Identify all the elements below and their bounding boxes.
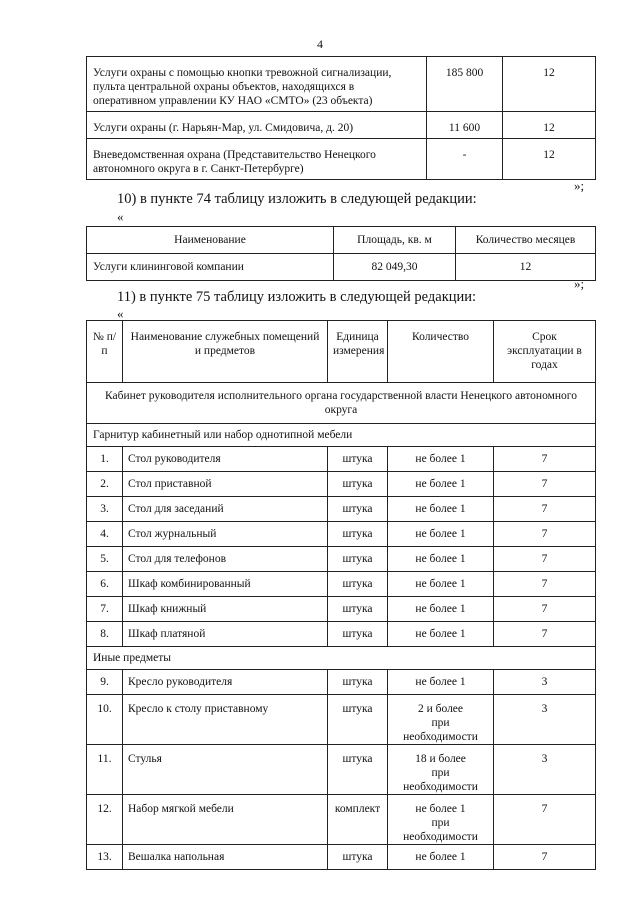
item-quantity: не более 1 — [388, 547, 494, 572]
item-term: 7 — [494, 795, 596, 845]
item-quantity: не более 1 — [388, 622, 494, 647]
table-row — [87, 670, 596, 695]
column-header-term: Срок эксплуатации в годах — [494, 321, 596, 383]
item-quantity: не более 1 — [388, 472, 494, 497]
item-name: Шкаф платяной — [123, 622, 328, 647]
column-header: Площадь, кв. м — [334, 227, 456, 254]
table-row — [87, 522, 596, 547]
item-unit: штука — [328, 845, 388, 870]
row-number: 1. — [87, 447, 123, 472]
table-row — [87, 112, 596, 139]
row-number: 9. — [87, 670, 123, 695]
table-row — [87, 745, 596, 795]
table-row — [87, 254, 596, 281]
item-quantity: не более 1 — [388, 597, 494, 622]
item-term: 7 — [494, 472, 596, 497]
item-name: Стол руководителя — [123, 447, 328, 472]
row-number: 6. — [87, 572, 123, 597]
table-row — [87, 622, 596, 647]
table-row — [87, 845, 596, 870]
item-unit: штука — [328, 622, 388, 647]
item-quantity — [388, 795, 494, 845]
table-row — [87, 795, 596, 845]
service-price: 11 600 — [427, 112, 503, 139]
item-name: Стулья — [123, 745, 328, 795]
group-title: Гарнитур кабинетный или набор однотипной мебели — [87, 424, 596, 447]
quantity-value: не более 1 — [415, 676, 466, 688]
closing-quote: »; — [574, 276, 585, 291]
furniture-table — [86, 320, 596, 870]
item-term: 7 — [494, 597, 596, 622]
group-row — [87, 647, 596, 670]
item-term: 7 — [494, 572, 596, 597]
column-header-unit: Единица измерения — [328, 321, 388, 383]
item-term: 3 — [494, 670, 596, 695]
item-11-text: 11) в пункте 75 таблицу изложить в следующей редакции: — [117, 289, 477, 305]
group-title: Иные предметы — [87, 647, 596, 670]
row-number: 13. — [87, 845, 123, 870]
item-name: Стол журнальный — [123, 522, 328, 547]
table-header-row — [87, 227, 596, 254]
opening-quote: « — [117, 209, 124, 224]
section-title-row — [87, 383, 596, 424]
security-services-table — [86, 56, 596, 180]
service-name: Услуги охраны (г. Нарьян-Мар, ул. Смидовича, д. 20) — [87, 112, 427, 139]
item-unit: штука — [328, 695, 388, 745]
item-name: Стол для заседаний — [123, 497, 328, 522]
row-number: 4. — [87, 522, 123, 547]
item-quantity: не более 1 — [388, 572, 494, 597]
column-header-quantity: Количество — [388, 321, 494, 383]
column-header: Количество месяцев — [456, 227, 596, 254]
item-quantity — [388, 695, 494, 745]
row-number: 5. — [87, 547, 123, 572]
quantity-value: не более 1 — [415, 851, 466, 863]
item-name: Шкаф книжный — [123, 597, 328, 622]
item-10-text: 10) в пункте 74 таблицу изложить в следующей редакции: — [117, 191, 477, 207]
opening-quote: « — [117, 306, 124, 321]
item-quantity — [388, 745, 494, 795]
item-unit: штука — [328, 745, 388, 795]
table-row — [87, 139, 596, 180]
column-header: Наименование — [87, 227, 334, 254]
service-name: Услуги клининговой компании — [87, 254, 334, 281]
row-number: 10. — [87, 695, 123, 745]
item-quantity — [388, 670, 494, 695]
item-unit: штука — [328, 472, 388, 497]
row-number: 8. — [87, 622, 123, 647]
section-title: Кабинет руководителя исполнительного органа государственной власти Ненецкого автономного округа — [87, 383, 596, 424]
table-row — [87, 447, 596, 472]
row-number: 7. — [87, 597, 123, 622]
table-row — [87, 572, 596, 597]
service-name: Вневедомственная охрана (Представительство Ненецкого автономного округа в г. Санкт-Петербурге) — [87, 139, 427, 180]
item-term: 7 — [494, 845, 596, 870]
item-term: 7 — [494, 547, 596, 572]
quantity-value: 18 и более — [415, 753, 466, 765]
item-term: 3 — [494, 695, 596, 745]
item-unit: штука — [328, 447, 388, 472]
quantity-value: 2 и более — [417, 703, 464, 715]
item-quantity — [388, 845, 494, 870]
row-number: 11. — [87, 745, 123, 795]
item-unit: штука — [328, 670, 388, 695]
row-number: 3. — [87, 497, 123, 522]
service-months: 12 — [503, 57, 596, 112]
item-unit: комплект — [328, 795, 388, 845]
quantity-note: при необходимости — [403, 817, 478, 843]
quantity-value: не более 1 — [415, 803, 466, 815]
closing-quote: »; — [574, 178, 585, 193]
item-unit: штука — [328, 522, 388, 547]
item-unit: штука — [328, 597, 388, 622]
item-quantity: не более 1 — [388, 447, 494, 472]
table-row — [87, 472, 596, 497]
item-name: Стол для телефонов — [123, 547, 328, 572]
table-row — [87, 57, 596, 112]
group-row — [87, 424, 596, 447]
quantity-note: при необходимости — [403, 767, 478, 793]
service-name: Услуги охраны с помощью кнопки тревожной сигнализации, пульта центральной охраны объектов, находящихся в оперативном управлении КУ НАО «СМТО» (23 объекта) — [87, 57, 427, 112]
page-number: 4 — [317, 37, 323, 51]
column-header-number: № п/п — [87, 321, 123, 383]
column-header-name: Наименование служебных помещений и предметов — [123, 321, 328, 383]
item-unit: штука — [328, 572, 388, 597]
table-row — [87, 695, 596, 745]
item-name: Набор мягкой мебели — [123, 795, 328, 845]
item-name: Кресло к столу приставному — [123, 695, 328, 745]
item-name: Шкаф комбинированный — [123, 572, 328, 597]
quantity-note: при необходимости — [403, 717, 478, 743]
item-quantity: не более 1 — [388, 522, 494, 547]
item-unit: штука — [328, 497, 388, 522]
item-quantity: не более 1 — [388, 497, 494, 522]
item-name: Вешалка напольная — [123, 845, 328, 870]
cleaning-services-table — [86, 226, 596, 281]
item-term: 7 — [494, 522, 596, 547]
item-term: 7 — [494, 447, 596, 472]
item-name: Кресло руководителя — [123, 670, 328, 695]
months-value: 12 — [456, 254, 596, 281]
row-number: 2. — [87, 472, 123, 497]
service-price: 185 800 — [427, 57, 503, 112]
service-months: 12 — [503, 112, 596, 139]
service-price: - — [427, 139, 503, 180]
table-row — [87, 547, 596, 572]
item-term: 7 — [494, 622, 596, 647]
area-value: 82 049,30 — [334, 254, 456, 281]
item-name: Стол приставной — [123, 472, 328, 497]
table-row — [87, 597, 596, 622]
service-months: 12 — [503, 139, 596, 180]
table-row — [87, 497, 596, 522]
row-number: 12. — [87, 795, 123, 845]
item-term: 7 — [494, 497, 596, 522]
item-unit: штука — [328, 547, 388, 572]
item-term: 3 — [494, 745, 596, 795]
table-header-row — [87, 321, 596, 383]
